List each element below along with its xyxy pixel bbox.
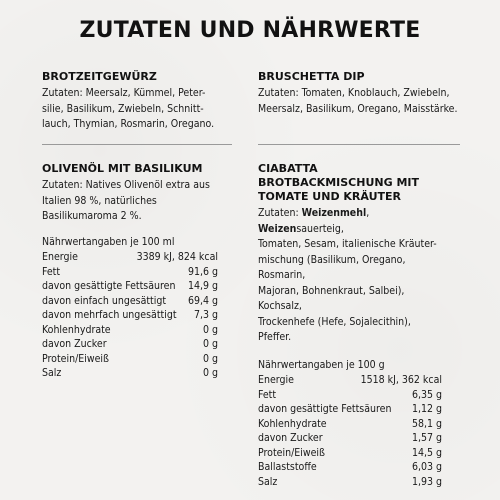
nutrition-value: 6,35 g <box>411 388 442 401</box>
nutrition-value: 1,57 g <box>411 432 442 444</box>
nutrition-value: 69,4 g <box>187 294 218 307</box>
section-bruschetta-dip <box>258 70 478 117</box>
nutrition-row <box>258 475 442 490</box>
nutrition-label: Kohlenhydrate <box>258 417 327 430</box>
nutrition-row <box>42 308 218 323</box>
nutrition-value: 7,3 g <box>193 309 218 321</box>
nutrition-row <box>42 250 218 265</box>
nutrition-value: 3389 kJ, 824 kcal <box>136 251 218 263</box>
nutrition-row <box>258 446 442 461</box>
nutrition-value: 0 g <box>202 323 218 336</box>
nutrition-label: davon gesättigte Fettsäuren <box>258 403 392 415</box>
section-heading: BRUSCHETTA DIP <box>258 70 365 83</box>
nutrition-row <box>42 337 218 352</box>
nutrition-table <box>42 235 218 381</box>
section-heading: OLIVENÖL MIT BASILIKUM <box>42 162 203 175</box>
section-heading: BROTZEITGEWÜRZ <box>42 70 157 83</box>
nutrition-table <box>258 358 442 490</box>
ingredients-text: sauerteig, <box>296 222 344 235</box>
nutrition-row <box>258 460 442 475</box>
allergen-text: Weizenmehl <box>301 207 367 219</box>
ingredients-line: silie, Basilikum, Zwiebeln, Schnitt- <box>42 102 204 115</box>
nutrition-value: 91,6 g <box>187 265 218 278</box>
ingredients-line: mischung (Basilikum, Oregano, Rosmarin, <box>258 253 406 281</box>
section-brotzeitgewuerz <box>42 70 247 133</box>
section-olivenoel <box>42 162 218 381</box>
section-ciabatta <box>258 162 442 489</box>
nutrition-row <box>42 323 218 338</box>
ingredients-line: Basilikumaroma 2 %. <box>42 210 142 222</box>
ingredients-line: Zutaten: Natives Olivenöl extra aus <box>42 179 210 191</box>
ingredients-line: lauch, Thymian, Rosmarin, Oregano. <box>42 118 215 130</box>
nutrition-row <box>258 373 442 388</box>
nutrition-label: Protein/Eiweiß <box>42 352 109 365</box>
ingredients-line: Italien 98 %, natürliches <box>42 194 157 207</box>
nutrition-label: davon Zucker <box>258 432 323 444</box>
nutrition-row <box>258 388 442 403</box>
nutrition-value: 14,9 g <box>187 280 218 292</box>
nutrition-row <box>42 366 218 381</box>
nutrition-label: Energie <box>42 251 78 263</box>
nutrition-row <box>42 265 218 280</box>
nutrition-label: Salz <box>258 475 278 488</box>
nutrition-label: Protein/Eiweiß <box>258 446 325 459</box>
nutrition-value: 58,1 g <box>411 417 442 430</box>
nutrition-label: davon gesättigte Fettsäuren <box>42 280 176 292</box>
ingredients-line: Meersalz, Basilikum, Oregano, Maisstärke. <box>258 102 458 115</box>
ingredients-line: Zutaten: Tomaten, Knoblauch, Zwiebeln, <box>258 87 450 99</box>
nutrition-value: 0 g <box>202 352 218 365</box>
nutrition-row <box>42 279 218 294</box>
nutrition-label: Energie <box>258 374 294 386</box>
nutrition-label: davon Zucker <box>42 338 107 350</box>
nutrition-label: Salz <box>42 367 62 379</box>
nutrition-value: 6,03 g <box>411 461 442 473</box>
nutrition-value: 1,12 g <box>411 403 442 415</box>
nutrition-label: davon einfach ungesättigt <box>42 294 167 307</box>
nutrition-row <box>42 352 218 367</box>
ingredients-separator: , <box>366 207 370 219</box>
nutrition-label: Fett <box>42 265 61 278</box>
nutrition-label: Ballaststoffe <box>258 461 317 473</box>
page-title: ZUTATEN UND NÄHRWERTE <box>79 18 421 43</box>
section-heading: CIABATTA BROTBACKMISCHUNG MIT <box>258 162 419 189</box>
section-heading: TOMATE UND KRÄUTER <box>258 190 401 203</box>
nutrition-row <box>42 294 218 309</box>
nutrition-value: 1,93 g <box>411 475 442 488</box>
ingredients-line: Majoran, Bohnenkraut, Salbei), Kochsalz, <box>258 284 405 312</box>
ingredients-line: Zutaten: Meersalz, Kümmel, Peter- <box>42 87 206 99</box>
nutrition-value: 0 g <box>202 367 218 379</box>
allergen-text: Weizen <box>258 222 297 235</box>
nutrition-heading: Nährwertangaben je 100 ml <box>42 235 175 248</box>
ingredients-prefix: Zutaten: <box>258 207 302 219</box>
nutrition-row <box>258 402 442 417</box>
nutrition-row <box>258 417 442 432</box>
nutrition-value: 1518 kJ, 362 kcal <box>360 374 442 386</box>
nutrition-value: 14,5 g <box>411 446 442 459</box>
ingredients-line: Tomaten, Sesam, italienische Kräuter- <box>258 238 437 250</box>
nutrition-label: davon mehrfach ungesättigt <box>42 309 177 321</box>
divider-left <box>42 144 232 145</box>
nutrition-value: 0 g <box>202 338 218 350</box>
ingredients-line <box>258 206 442 237</box>
nutrition-label: Kohlenhydrate <box>42 323 111 336</box>
nutrition-label: Fett <box>258 388 277 401</box>
nutrition-heading: Nährwertangaben je 100 g <box>258 358 385 371</box>
nutrition-row <box>258 431 442 446</box>
divider-right <box>258 144 460 145</box>
ingredients-line: Trockenhefe (Hefe, Sojalecithin), Pfeffer. <box>258 315 411 343</box>
